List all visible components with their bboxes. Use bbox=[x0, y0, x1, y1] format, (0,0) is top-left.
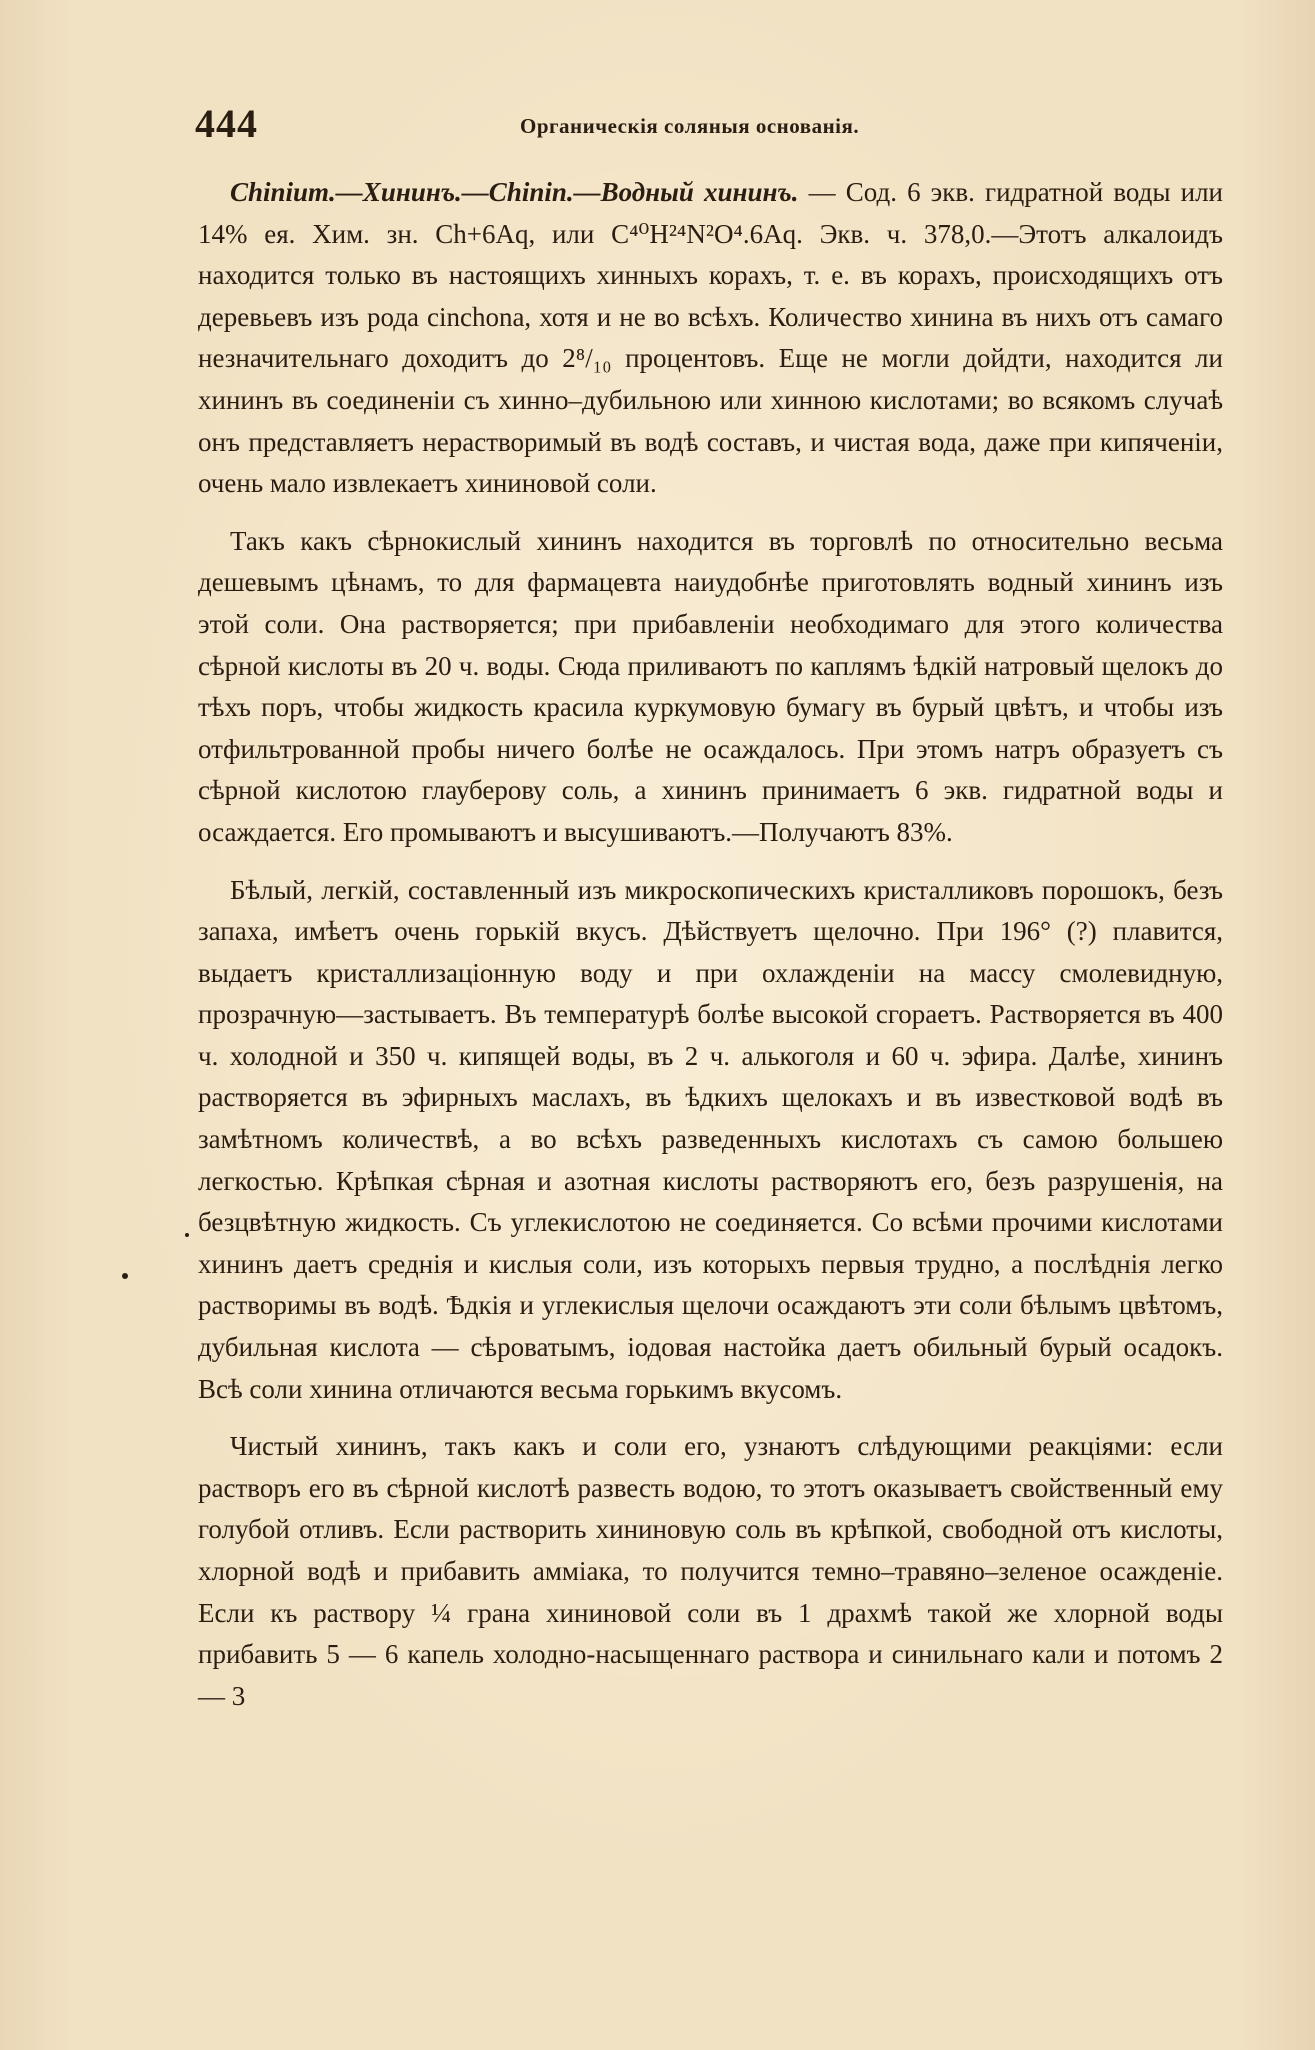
ink-speck bbox=[122, 1273, 128, 1279]
paragraph-1-text: — Сод. 6 экв. гидратной воды или 14% ея. Хим. зн. Ch+6Aq, или C⁴⁰H²⁴N²O⁴.6Aq. Экв. ч. 378,0.—Этотъ алкалоидъ находится только въ настоящихъ хинныхъ корахъ, т. е. въ корахъ, происходящихъ отъ деревьевъ изъ рода cinchona, хотя и не во всѣхъ. Количество хинина въ нихъ отъ самаго незначительнаго доходитъ до 2⁸/₁₀ процентовъ. Еще не могли дойдти, находится ли хининъ въ соединеніи съ хинно–дубильною или хинною кислотами; во всякомъ случаѣ онъ представляетъ нерастворимый въ водѣ составъ, и чистая вода, даже при кипяченіи, очень мало извлекаетъ хининовой соли. bbox=[198, 177, 1223, 499]
paragraph-2-text: Такъ какъ сѣрнокислый хининъ находится въ торговлѣ по относительно весьма дешевымъ цѣнамъ, то для фармацевта наиудобнѣе приготовлять водный хининъ изъ этой соли. Она растворяется; при прибавленіи необходимаго для этого количества сѣрной кислоты въ 20 ч. воды. Сюда приливаютъ по каплямъ ѣдкій натровый щелокъ до тѣхъ поръ, чтобы жидкость красила куркумовую бумагу въ бурый цвѣтъ, и чтобы изъ отфильтрованной пробы ничего болѣе не осаждалось. При этомъ натръ образуетъ съ сѣрной кислотою глауберову соль, а хининъ принимаетъ 6 экв. гидратной воды и осаждается. Его промываютъ и высушиваютъ.—Получаютъ 83%. bbox=[198, 525, 1223, 847]
paragraph-1-lead: Chinium.—Хининъ.—Chinin.—Водный хининъ. bbox=[230, 177, 799, 207]
body-text bbox=[198, 172, 1223, 1733]
running-title: Органическія соляныя основанія. bbox=[520, 114, 860, 138]
paragraph-2 bbox=[198, 521, 1223, 854]
page-header bbox=[195, 96, 1220, 156]
paragraph-4 bbox=[198, 1426, 1223, 1717]
paragraph-1 bbox=[198, 172, 1223, 505]
page-number: 444 bbox=[195, 101, 258, 146]
ink-speck bbox=[185, 1233, 189, 1237]
paragraph-3-text: Бѣлый, легкій, составленный изъ микроскопическихъ кристалликовъ порошокъ, безъ запаха, имѣетъ очень горькій вкусъ. Дѣйствуетъ щелочно. При 196° (?) плавится, выдаетъ кристаллизаціонную воду и при охлажденіи на массу смолевидную, прозрачную—застываетъ. Въ температурѣ болѣе высокой сгораетъ. Растворяется въ 400 ч. холодной и 350 ч. кипящей воды, въ 2 ч. алькоголя и 60 ч. эфира. Далѣе, хининъ растворяется въ эфирныхъ маслахъ, въ ѣдкихъ щелокахъ и въ известковой водѣ въ замѣтномъ количествѣ, а во всѣхъ разведенныхъ кислотахъ съ самою большею легкостью. Крѣпкая сѣрная и азотная кислоты растворяютъ его, безъ разрушенія, на безцвѣтную жидкость. Съ углекислотою не соединяется. Со всѣми прочими кислотами хининъ даетъ среднія и кислыя соли, изъ которыхъ первыя трудно, а послѣднія легко растворимы въ водѣ. Ѣдкія и углекислыя щелочи осаждаютъ эти соли бѣлымъ цвѣтомъ, дубильная кислота — сѣроватымъ, іодовая настойка даетъ обильный бурый осадокъ. Всѣ соли хинина отличаются весьма горькимъ вкусомъ. bbox=[198, 874, 1223, 1404]
paragraph-3 bbox=[198, 870, 1223, 1411]
paragraph-4-text: Чистый хининъ, такъ какъ и соли его, узнаютъ слѣдующими реакціями: если растворъ его въ сѣрной кислотѣ развесть водою, то этотъ оказываетъ свойственный ему голубой отливъ. Если растворить хининовую соль въ крѣпкой, свободной отъ кислоты, хлорной водѣ и прибавить амміака, то получится темно–травяно–зеленое осажденіе. Если къ раствору ¼ грана хининовой соли въ 1 драхмѣ такой же хлорной воды прибавить 5 — 6 капель холодно-насыщеннаго раствора и синильнаго кали и потомъ 2 — 3 bbox=[198, 1431, 1223, 1711]
